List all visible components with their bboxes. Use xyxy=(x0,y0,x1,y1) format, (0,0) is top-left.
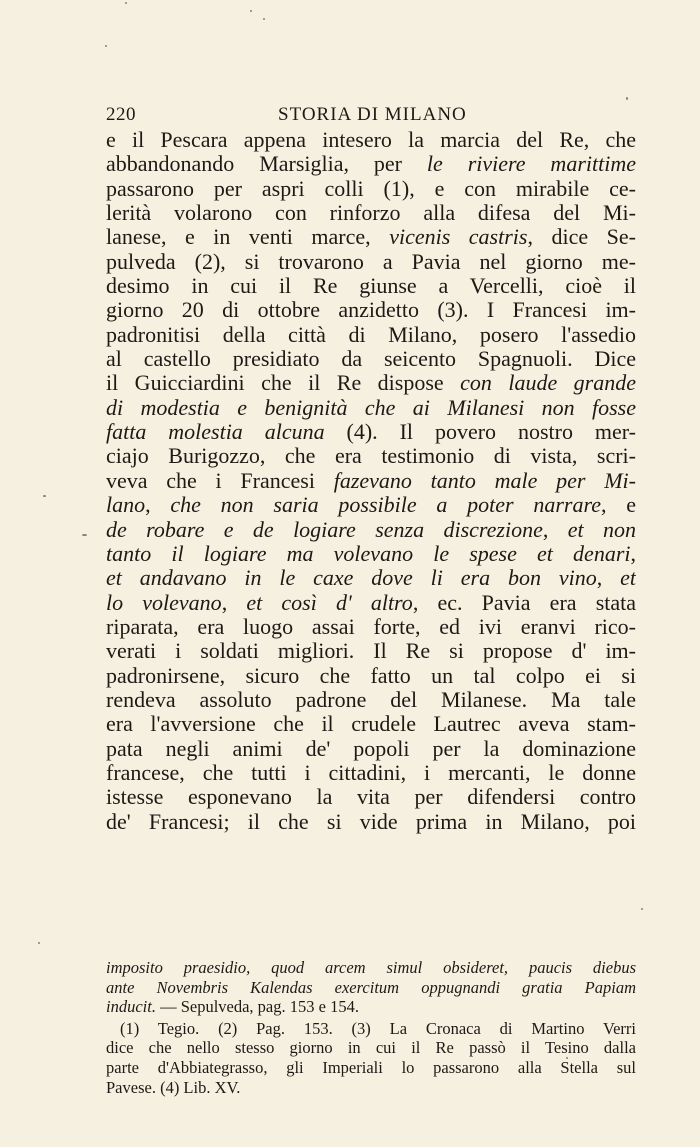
italic-run: et così d' altro xyxy=(246,590,413,615)
paper-speck xyxy=(263,18,265,20)
paper-speck xyxy=(626,97,628,100)
footnotes-block xyxy=(106,958,636,1097)
text-run: abbandonando Marsiglia, per xyxy=(106,152,427,177)
italic-run: vicenis castris xyxy=(389,225,528,250)
text-line xyxy=(106,493,636,517)
paper-speck xyxy=(250,10,252,12)
paper-speck xyxy=(38,942,40,944)
text-line xyxy=(106,1058,636,1078)
italic-run: imposito praesidio, quod arcem simul obsideret, paucis diebus xyxy=(106,958,636,977)
italic-run: le riviere marittime xyxy=(426,152,636,177)
text-run: , xyxy=(221,590,247,615)
text-run: al castello presidiato da seicento Spagnuoli. Dice xyxy=(106,347,636,372)
text-line xyxy=(106,810,636,834)
text-run: il Guicciardini che il Re dispose xyxy=(106,371,461,396)
italic-run: che non saria possibile a poter narrare xyxy=(170,493,601,518)
italic-run: fazevano tanto male per Mi- xyxy=(333,468,636,493)
paper-speck xyxy=(105,45,107,47)
text-run: pulveda (2), si trovarono a Pavia nel giorno me- xyxy=(106,249,636,274)
text-line xyxy=(106,712,636,736)
italic-run: con laude grande xyxy=(460,371,636,396)
text-line xyxy=(106,664,636,688)
italic-run: di modestia e benignità che ai Milanesi non fosse xyxy=(106,395,636,420)
text-run: verati i soldati migliori. Il Re si propose d' im- xyxy=(106,639,636,664)
italic-run: et non xyxy=(567,517,636,542)
text-run: ciajo Burigozzo, che era testimonio di vista, scri- xyxy=(106,444,636,469)
text-run: , xyxy=(542,517,568,542)
italic-run: et xyxy=(620,566,636,591)
text-line xyxy=(106,688,636,712)
text-line xyxy=(106,444,636,468)
text-line xyxy=(106,997,636,1017)
text-line xyxy=(106,371,636,395)
paper-speck xyxy=(641,908,643,910)
text-run: padronirsene, sicuro che fatto un tal colpo ei si xyxy=(106,663,636,688)
text-run: (4). Il povero nostro mer- xyxy=(324,420,636,445)
text-run: desimo in cui il Re giunse a Vercelli, cioè il xyxy=(106,274,636,299)
text-run: giorno 20 di ottobre anzidetto (3). I Francesi im- xyxy=(106,298,636,323)
text-run: era l'avversione che il crudele Lautrec aveva stam- xyxy=(106,712,636,737)
text-run: passarono per aspri colli (1), e con mirabile ce- xyxy=(106,176,636,201)
text-run: de' Francesi; il che si vide prima in Milano, poi xyxy=(106,809,636,834)
text-line xyxy=(106,958,636,978)
text-run: — Sepulveda, pag. 153 e 154. xyxy=(155,997,359,1017)
text-line xyxy=(106,347,636,371)
text-run: lanese, e in venti marce, xyxy=(106,225,390,250)
text-line xyxy=(106,225,636,249)
text-line xyxy=(106,737,636,761)
text-run: lerità volarono con rinforzo alla difesa del Mi- xyxy=(106,201,636,226)
text-run: padronitisi della città di Milano, posero l'assedio xyxy=(106,322,636,347)
text-line xyxy=(106,128,636,152)
text-line xyxy=(106,323,636,347)
text-run: , e xyxy=(601,493,636,518)
text-line xyxy=(106,566,636,590)
text-line xyxy=(106,785,636,809)
text-run: Pavese. (4) Lib. XV. xyxy=(106,1077,241,1097)
text-line xyxy=(106,1019,636,1039)
page-number: 220 xyxy=(106,104,136,125)
italic-run: ante Novembris Kalendas exercitum oppugnandi gratia Papiam xyxy=(106,977,636,997)
text-line xyxy=(106,250,636,274)
text-run: veva che i Francesi xyxy=(106,468,334,493)
text-run: , ec. Pavia era stata xyxy=(412,590,636,615)
text-line xyxy=(106,152,636,176)
paper-speck xyxy=(43,495,46,497)
text-line xyxy=(106,201,636,225)
italic-run: tanto il logiare ma volevano le spese et denari xyxy=(106,541,631,566)
text-run: dice che nello stesso giorno in cui il Re passò il Tesino dalla xyxy=(106,1038,636,1058)
text-run: parte d'Abbiategrasso, gli Imperiali lo passarono alla Stella sul xyxy=(106,1057,636,1077)
text-line xyxy=(106,1038,636,1058)
italic-run: lo volevano xyxy=(106,590,222,615)
text-run: rendeva assoluto padrone del Milanese. Ma tale xyxy=(106,687,636,712)
text-line xyxy=(106,396,636,420)
text-run: istesse esponevano la vita per difendersi contro xyxy=(106,785,636,810)
paper-speck xyxy=(125,2,127,4)
text-line xyxy=(106,518,636,542)
main-text-block xyxy=(106,128,636,834)
text-line xyxy=(106,591,636,615)
italic-run: de robare e de logiare senza discrezione xyxy=(106,517,543,542)
text-run: (1) Tegio. (2) Pag. 153. (3) La Cronaca di Martino Verri xyxy=(120,1018,636,1038)
text-run: pata negli animi de' popoli per la dominazione xyxy=(106,736,636,761)
text-run: , dice Se- xyxy=(527,225,636,250)
text-line xyxy=(106,274,636,298)
text-line xyxy=(106,542,636,566)
text-run: , xyxy=(145,493,171,518)
text-line xyxy=(106,615,636,639)
italic-run: lano xyxy=(106,493,146,518)
italic-run: et andavano in le caxe dove li era bon vino xyxy=(106,566,597,591)
paper-speck xyxy=(82,534,87,536)
text-line xyxy=(106,761,636,785)
text-line xyxy=(106,639,636,663)
text-run: francese, che tutti i cittadini, i mercanti, le donne xyxy=(106,760,636,785)
text-line xyxy=(106,298,636,322)
text-run: e il Pescara appena intesero la marcia del Re, che xyxy=(106,128,636,152)
text-run: , xyxy=(630,541,636,566)
text-line xyxy=(106,469,636,493)
italic-run: fatta molestia alcuna xyxy=(106,420,325,445)
running-title: STORIA DI MILANO xyxy=(278,104,467,125)
text-run: riparata, era luogo assai forte, ed ivi eranvi rico- xyxy=(106,614,636,639)
text-line xyxy=(106,177,636,201)
page-header xyxy=(106,104,636,128)
text-line xyxy=(106,1078,636,1098)
text-run: , xyxy=(596,566,621,591)
text-line xyxy=(106,420,636,444)
text-line xyxy=(106,978,636,998)
italic-run: inducit. xyxy=(106,997,156,1017)
